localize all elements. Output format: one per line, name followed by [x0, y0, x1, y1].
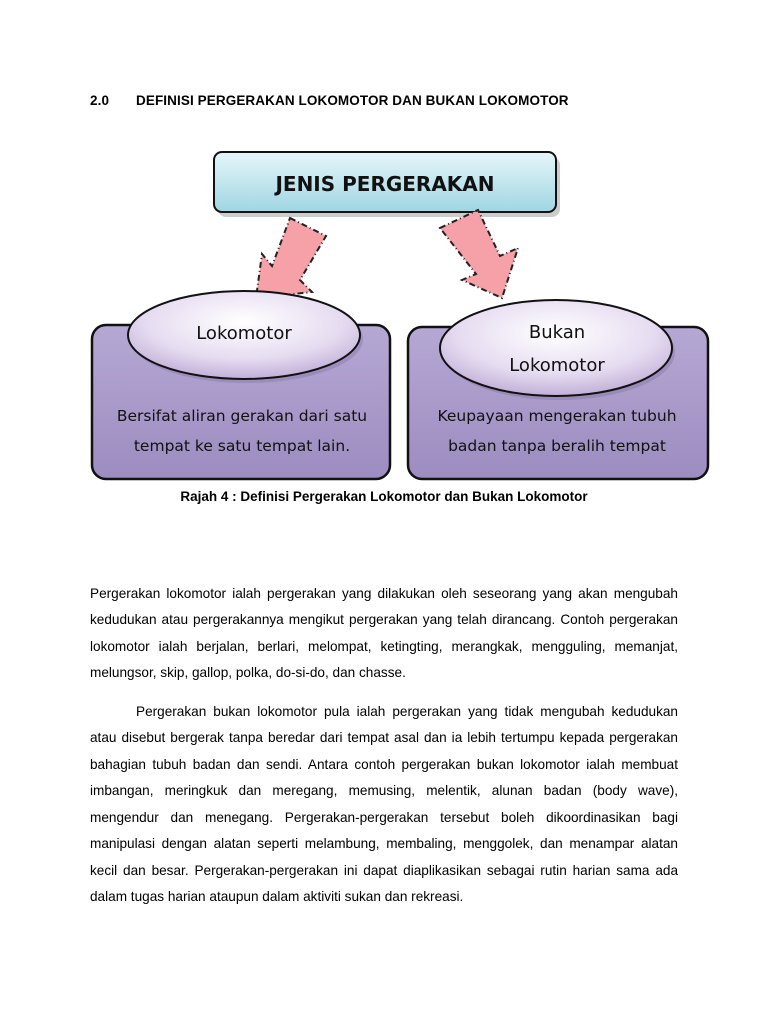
movement-types-diagram — [0, 0, 768, 490]
bukan-lokomotor-label-line2: Lokomotor — [509, 355, 605, 376]
top-box — [214, 152, 560, 217]
paragraph-lokomotor: Pergerakan lokomotor ialah pergerakan yang dilakukan oleh seseorang yang akan mengubah kedudukan atau pergerakannya mengikut pergerakan yang telah dirancang. Contoh pergerakan lokomotor ialah berjalan, berlari, melompat, ketingting, merangkak, mengguling, memanjat, melungsor, skip, gallop, polka, do-si-do, dan chasse. — [90, 585, 678, 681]
lokomotor-desc-line1: Bersifat aliran gerakan dari satu — [116, 407, 368, 425]
paragraph-bukan-lokomotor: Pergerakan bukan lokomotor pula ialah pergerakan yang tidak mengubah kedudukan atau disebut bergerak tanpa beredar dari tempat asal dan ia lebih tertumpu kepada pergerakan bahagian tubuh badan dan sendi. Antara contoh pergerakan bukan lokomotor ialah membuat imbangan, meringkuk dan meregang, memusing, melentik, alunan badan (body wave), mengendur dan menegang. Pergerakan-pergerakan tersebut boleh dikoordinasikan bagi manipulasi dengan alatan seperti melambung, membaling, menggolek, dan menampar alatan kecil dan besar. Pergerakan-pergerakan ini dapat diaplikasikan sebagai rutin harian sama ada dalam tugas harian ataupun dalam aktiviti sukan dan rekreasi. — [90, 703, 678, 905]
bukan-lokomotor-desc-line2: badan tanpa beralih tempat — [448, 437, 666, 455]
top-box-title: JENIS PERGERAKAN — [275, 172, 495, 196]
right-down-arrow — [440, 210, 518, 298]
lokomotor-label: Lokomotor — [196, 323, 292, 344]
bukan-lokomotor-label-line1: Bukan — [528, 322, 586, 343]
lokomotor-desc-line2: tempat ke satu tempat lain. — [133, 437, 351, 455]
figure-caption: Rajah 4 : Definisi Pergerakan Lokomotor dan Bukan Lokomotor — [180, 489, 588, 504]
lokomotor-card — [92, 291, 390, 479]
bukan-lokomotor-card — [408, 300, 708, 479]
bukan-lokomotor-oval — [440, 300, 672, 396]
section-number: 2.0 — [90, 93, 110, 108]
section-title: DEFINISI PERGERAKAN LOKOMOTOR DAN BUKAN LOKOMOTOR — [136, 93, 569, 108]
left-down-arrow — [256, 218, 326, 298]
bukan-lokomotor-desc-line1: Keupayaan mengerakan tubuh — [437, 407, 677, 425]
